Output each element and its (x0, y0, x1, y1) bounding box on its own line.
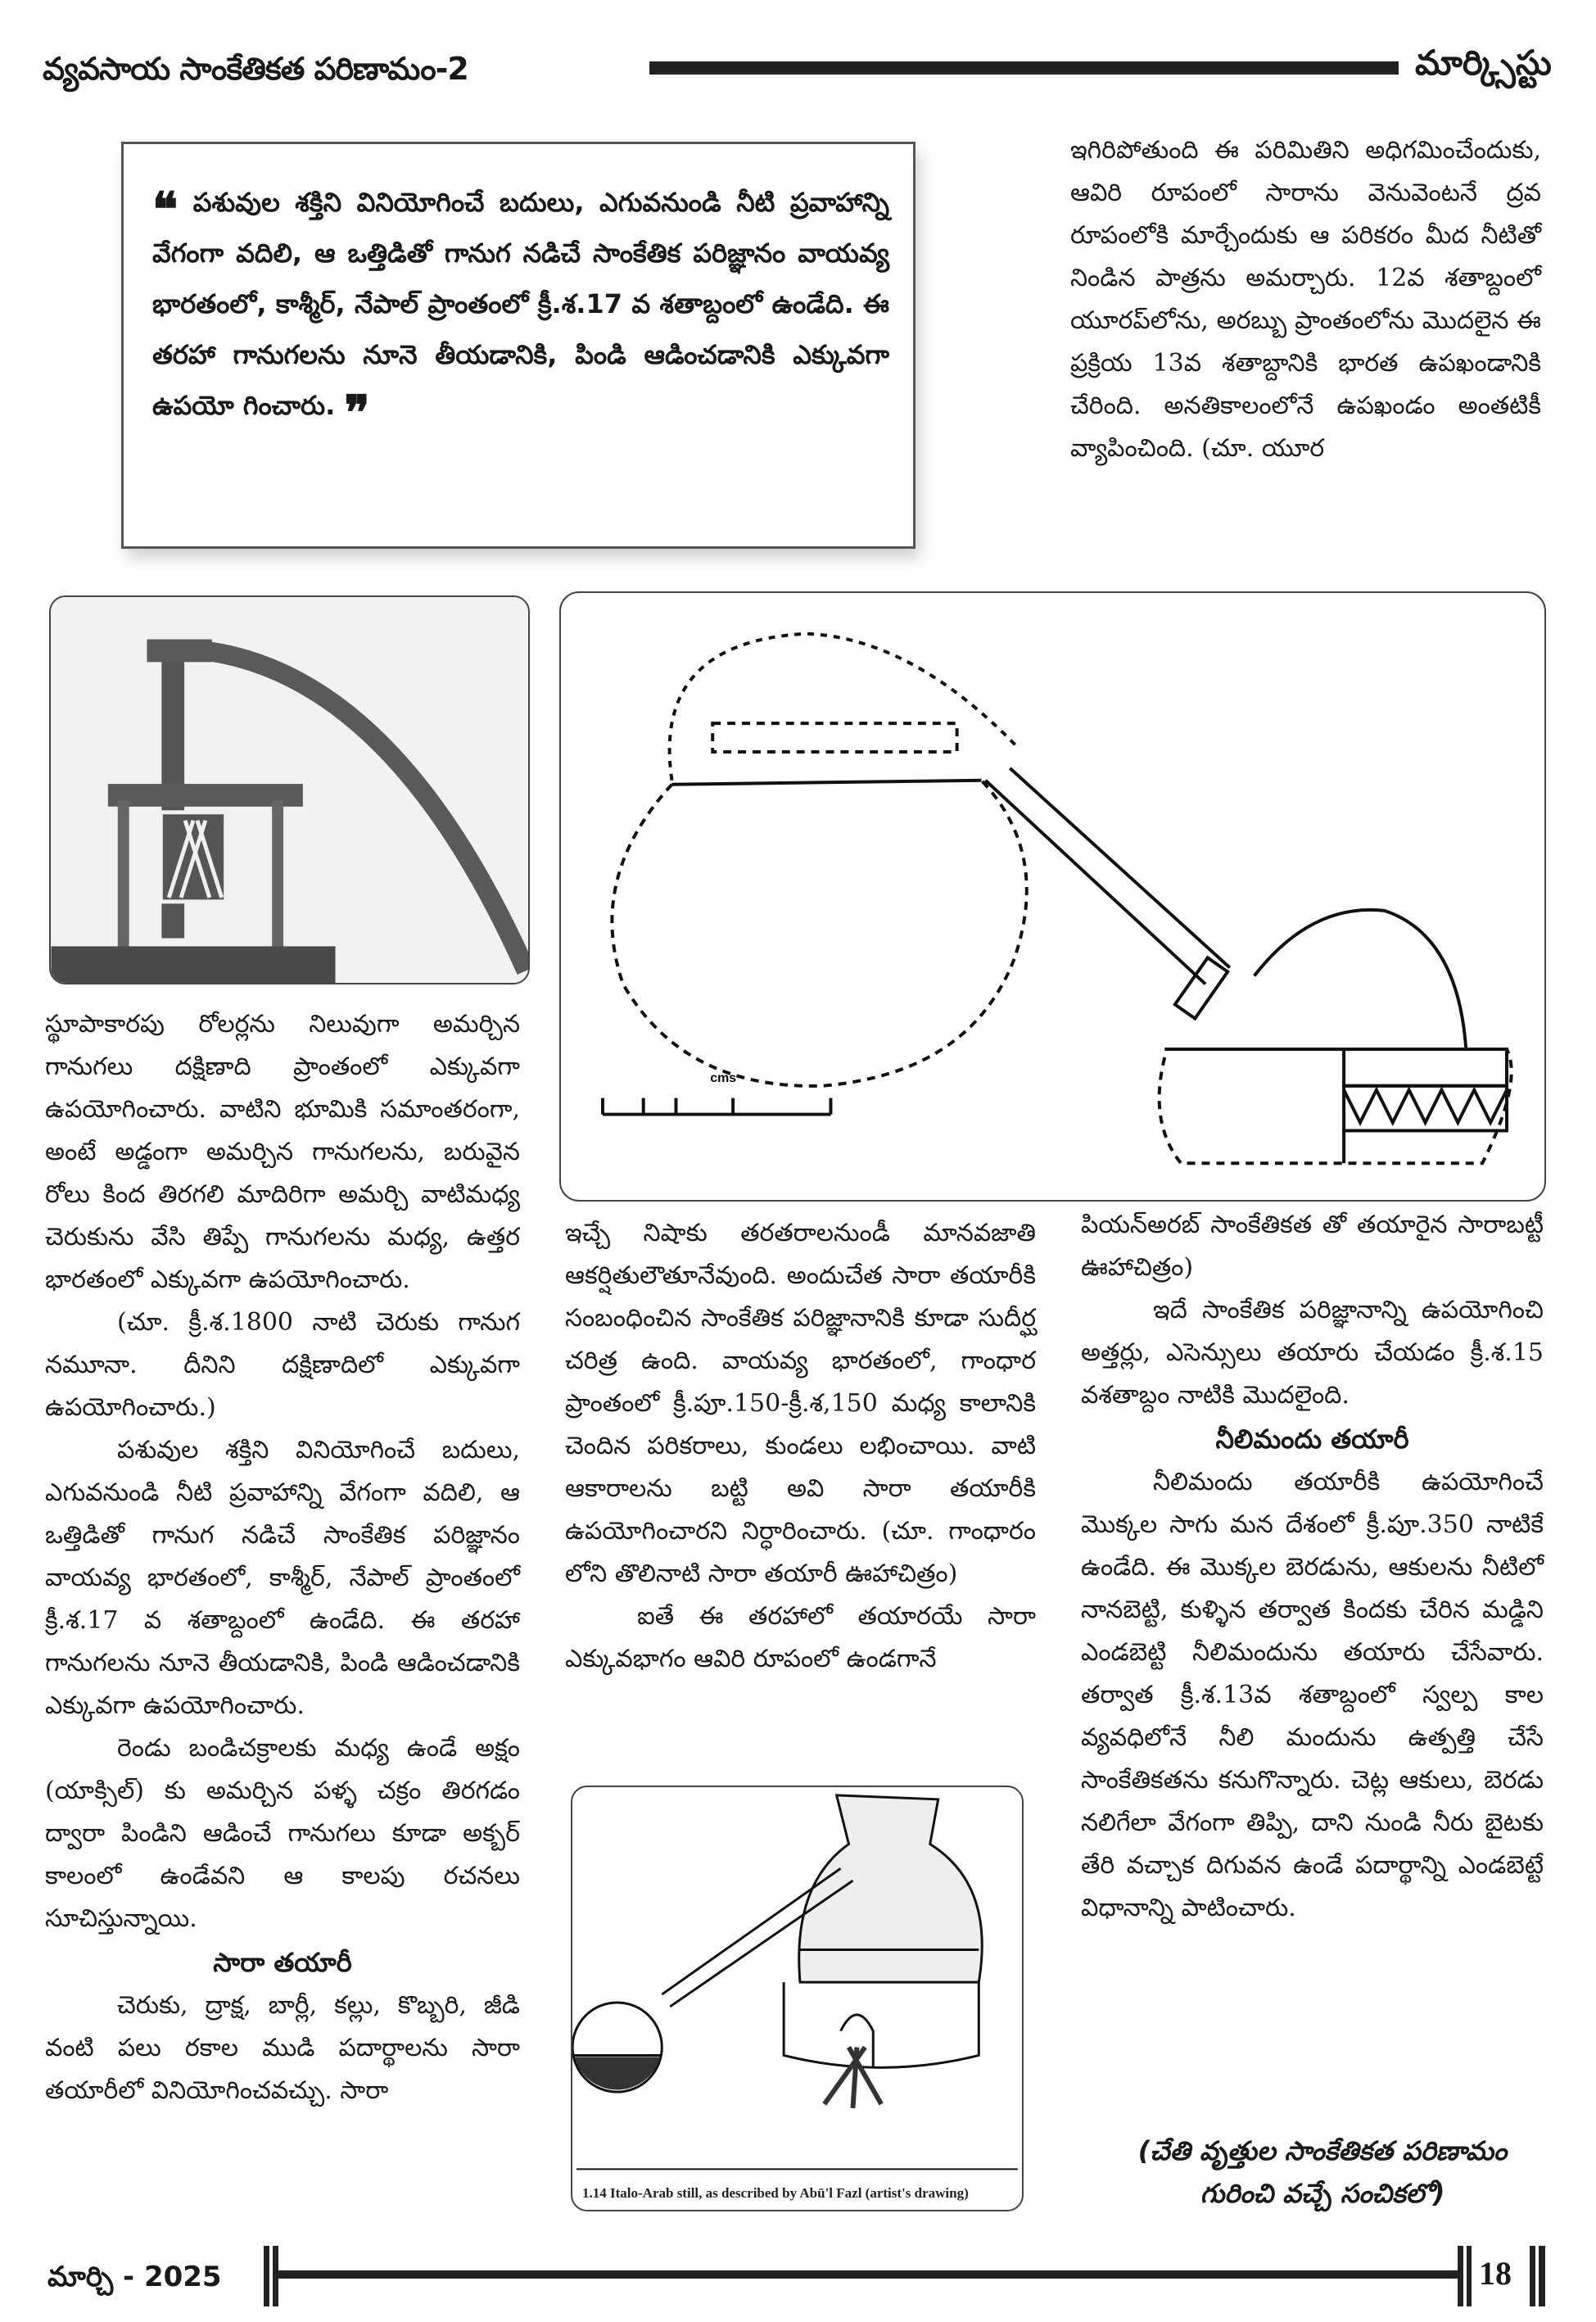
paragraph: చెరుకు, ద్రాక్ష, బార్లీ, కల్లు, కొబ్బరి, జీడి వంటి పలు రకాల ముడి పదార్థాలను సారా తయారీలో వినియోగించవచ్చు. సారా (45, 1991, 520, 2105)
footer-bar (273, 2246, 278, 2306)
header-rule (649, 61, 1399, 75)
section-heading-liquor: సారా తయారీ (213, 1947, 352, 1978)
paragraph: స్థూపాకారపు రోలర్లను నిలువుగా అమర్చిన గానుగలు దక్షిణాది ప్రాంతంలో ఎక్కువగా ఉపయోగించారు. వాటిని భూమికి సమాంతరంగా, అంటే అడ్డంగా అమర్చిన గానుగలను, బరువైన రోలు కింద తిరగలి మాదిరిగా అమర్చి వాటిమధ్య చెరుకును వేసి తిప్పే గానుగలను మధ్య, ఉత్తర భారతంలో ఎక్కువగా ఉపయోగించారు. (45, 1010, 520, 1294)
footer-bar (1530, 2246, 1535, 2306)
scale-label: cms (710, 1070, 737, 1085)
column-left (45, 1003, 520, 2112)
italo-arab-still-illustration (572, 1787, 1022, 2210)
sugarcane-press-figure (49, 595, 530, 984)
column-right (1081, 1204, 1544, 1930)
figure-reference: (చూ. క్రీ.శ.1800 నాటి చెరుకు గానుగ నమూనా. దీనిని దక్షిణాదిలో ఎక్కువగా ఉపయోగించారు.) (45, 1308, 520, 1422)
footer-bar (1539, 2246, 1545, 2306)
italo-arab-still-figure (571, 1786, 1024, 2211)
pull-quote-box (121, 142, 916, 549)
paragraph: ఐతే ఈ తరహాలో తయారయే సారా ఎక్కువభాగం ఆవిరి రూపంలో ఉండగానే (565, 1602, 1036, 1673)
paragraph: ఇచ్చే నిషాకు తరతరాలనుండీ మానవజాతి ఆకర్షితులౌతూనేవుంది. అందుచేత సారా తయారీకి సంబంధించిన సాంకేతిక పరిజ్ఞానానికి కూడా సుదీర్ఘ చరిత్ర ఉంది. వాయవ్య భారతంలో, గాంధార ప్రాంతంలో క్రీ.పూ.150-క్రీ.శ,150 మధ్య కాలానికి చెందిన పరికరాలు, కుండలు లభించాయి. వాటి ఆకారాలను బట్టి అవి సారా తయారీకి ఉపయోగించారని నిర్ధారించారు. (చూ. గాంధారం లోని తొలినాటి సారా తయారీ ఊహాచిత్రం) (565, 1219, 1036, 1588)
column-middle (565, 1212, 1036, 1681)
issue-date: మార్చి - 2025 (47, 2261, 222, 2293)
pull-quote (152, 177, 889, 441)
next-issue-line: (చేతి వృత్తుల సాంకేతికత పరిణామం (1137, 2135, 1508, 2166)
gandhara-still-figure (559, 591, 1546, 1202)
paragraph: ఇదే సాంకేతిక పరిజ్ఞానాన్ని ఉపయోగించి అత్తర్లు, ఎసెన్సులు తయారు చేయడం క్రీ.శ.15 వశతాబ్దం నాటికి మొదలైంది. (1081, 1296, 1544, 1410)
paragraph: రెండు బండిచక్రాలకు మధ్య ఉండే అక్షం (యాక్సిల్) కు అమర్చిన పళ్ళ చక్రం తిరగడం ద్వారా పిండిని ఆడించే గానుగలు కూడా అక్బర్ కాలంలో ఉండేవని ఆ కాలపు రచనలు సూచిస్తున్నాయి. (45, 1734, 520, 1933)
paragraph: పశువుల శక్తిని వినియోగించే బదులు, ఎగువనుండి నీటి ప్రవాహాన్ని వేగంగా వదిలి, ఆ ఒత్తిడితో గానుగ నడిచే సాంకేతిక పరిజ్ఞానం వాయవ్య భారతంలో, కాశ్మీర్, నేపాల్ ప్రాంతంలో క్రీ.శ.17 వ శతాబ్దంలో ఉండేది. ఈ తరహా గానుగలను నూనె తీయడానికి, పిండి ఆడించడానికి ఎక్కువగా ఉపయోగించారు. (45, 1436, 520, 1720)
footer-bar (1467, 2246, 1472, 2306)
footer-bar (264, 2246, 269, 2306)
paragraph: పియన్‌అరబ్ సాంకేతికత తో తయారైన సారాబట్టీ ఊహాచిత్రం) (1081, 1211, 1544, 1282)
gandhara-still-illustration (561, 593, 1544, 1200)
footer-bar (1458, 2246, 1463, 2306)
column-right-top (1070, 129, 1541, 470)
section-heading-indigo: నీలిమందు తయారీ (1215, 1424, 1409, 1455)
open-quote-icon: ❝ (152, 182, 179, 238)
next-issue-line: గురించి వచ్చే సంచికలో) (1200, 2178, 1445, 2209)
article-series-title: వ్యవసాయ సాంకేతికత పరిణామం-2 (43, 51, 468, 87)
magazine-brand: మార్క్సిస్టు (1415, 43, 1552, 83)
page-number: 18 (1479, 2255, 1512, 2292)
close-quote-icon: ❞ (344, 385, 370, 441)
continued-next-issue-note (1089, 2130, 1556, 2215)
footer-rule (278, 2270, 1458, 2279)
paragraph: నీలిమందు తయారీకి ఉపయోగించే మొక్కల సాగు మన దేశంలో క్రీ.పూ.350 నాటికే ఉండేది. ఈ మొక్కల బెరడును, ఆకులను నీటిలో నానబెట్టి, కుళ్ళిన తర్వాత కిందకు చేరిన మడ్డిని ఎండబెట్టి నీలిమందును తయారు చేసేవారు. తర్వాత క్రీ.శ.13వ శతాబ్దంలో స్వల్ప కాల వ్యవధిలోనే నీలి మందును ఉత్పత్తి చేసే సాంకేతికతను కనుగొన్నారు. చెట్ల ఆకులు, బెరడు నలిగేలా వేగంగా తిప్పి, దాని నుండి నీరు బైటకు తేరి వచ్చాక దిగువన ఉండే పదార్థాన్ని ఎండబెట్టే విధానాన్ని పాటించారు. (1081, 1468, 1544, 1922)
paragraph: ఇగిరిపోతుంది ఈ పరిమితిని అధిగమించేందుకు, ఆవిరి రూపంలో సారాను వెనువెంటనే ద్రవ రూపంలోకి మార్చేందుకు ఆ పరికరం మీద నీటితో నిండిన పాత్రను అమర్చారు. 12వ శతాబ్దంలో యూరప్‌లోను, అరబ్బు ప్రాంతంలోను మొదలైన ఈ ప్రక్రియ 13వ శతాబ్దానికి భారత ఉపఖండానికి చేరింది. అనతికాలంలోనే ఉపఖండం అంతటికీ వ్యాపించింది. (చూ. యూర (1070, 136, 1541, 463)
sugarcane-press-illustration (51, 597, 528, 983)
pull-quote-text: పశువుల శక్తిని వినియోగించే బదులు, ఎగువనుండి నీటి ప్రవాహాన్ని వేగంగా వదిలి, ఆ ఒత్తిడితో గానుగ నడిచే సాంకేతిక పరిజ్ఞానం వాయవ్య భారతంలో, కాశ్మీర్, నేపాల్ ప్రాంతంలో క్రీ.శ.17 వ శతాబ్దంలో ఉండేది. ఈ తరహా గానుగలను నూనె తీయడానికి, పిండి ఆడించడానికి ఎక్కువగా ఉపయో గించారు. (152, 187, 889, 421)
figure-caption: 1.14 Italo-Arab still, as described by Abū'l Fazl (artist's drawing) (582, 2185, 969, 2201)
